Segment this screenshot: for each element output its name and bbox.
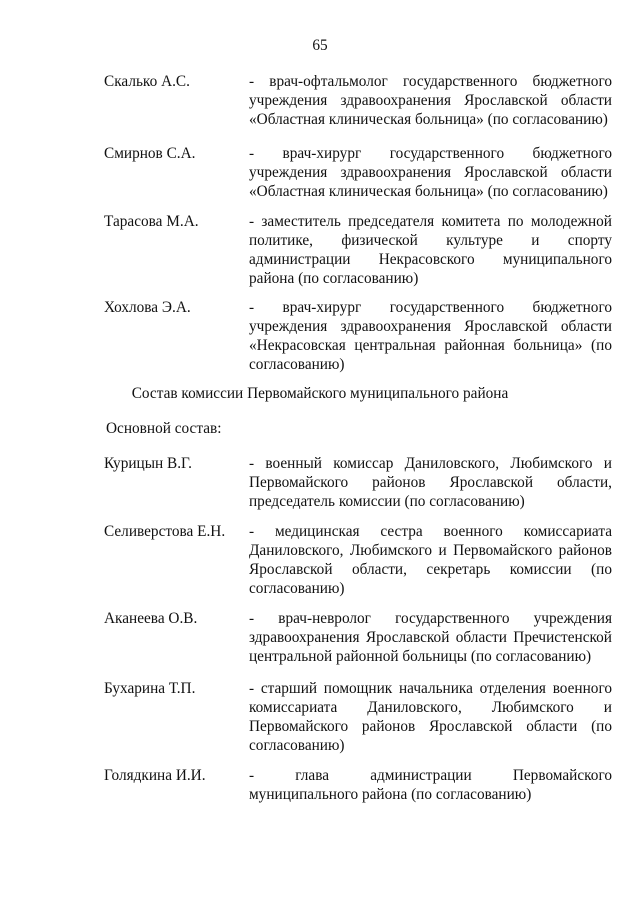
member-name: Смирнов С.А.: [104, 145, 196, 162]
member-name: Хохлова Э.А.: [104, 299, 191, 316]
member-role: - врач-офтальмолог государственного бюджетного учреждения здравоохранения Ярославской области «Областная клиническая больница» (по согласованию): [249, 73, 612, 128]
member-role: - заместитель председателя комитета по молодежной политике, физической культуре и спорту администрации Некрасовского муниципального района (по согласованию): [249, 213, 612, 287]
member-name: Тарасова М.А.: [104, 213, 199, 230]
member-name: Аканеева О.В.: [104, 610, 198, 627]
member-role: - медицинская сестра военного комиссариата Даниловского, Любимского и Первомайского районов Ярославской области, секретарь комиссии (по согласованию): [249, 523, 612, 597]
member-role: - врач-хирург государственного бюджетного учреждения здравоохранения Ярославской области «Областная клиническая больница» (по согласованию): [249, 145, 612, 200]
member-name: Скалько А.С.: [104, 73, 190, 90]
member-role: - старший помощник начальника отделения военного комиссариата Даниловского, Любимского и Первомайского районов Ярославской области (по согласованию): [249, 680, 612, 754]
member-role: - врач-невролог государственного учреждения здравоохранения Ярославской области Пречистенской центральной районной больницы (по согласованию): [249, 610, 612, 665]
subsection-title: Основной состав:: [106, 420, 222, 437]
page-number: 65: [312, 37, 328, 54]
section-title: Состав комиссии Первомайского муниципального района: [131, 385, 509, 402]
member-role: - глава администрации Первомайского муниципального района (по согласованию): [249, 767, 612, 803]
member-name: Бухарина Т.П.: [104, 680, 196, 697]
member-role: - военный комиссар Даниловского, Любимского и Первомайского районов Ярославской области, председатель комиссии (по согласованию): [249, 455, 612, 510]
member-name: Курицын В.Г.: [104, 455, 192, 472]
member-role: - врач-хирург государственного бюджетного учреждения здравоохранения Ярославской области «Некрасовская центральная районная больница» (по согласованию): [249, 299, 612, 373]
member-name: Голядкина И.И.: [104, 767, 206, 784]
member-name: Селиверстова Е.Н.: [104, 523, 226, 540]
